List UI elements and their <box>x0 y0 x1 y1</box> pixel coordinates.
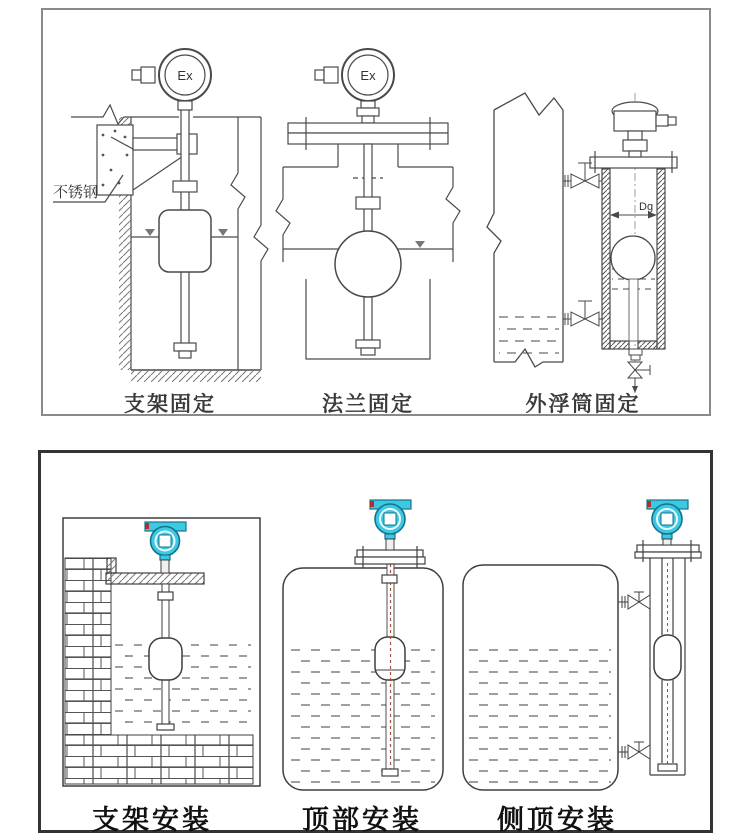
ex-proof-transmitter-head <box>315 49 394 123</box>
caption-top-installation: 顶部安装 <box>302 805 422 835</box>
figure-top-installation <box>281 478 456 808</box>
figure-external-chamber-fixing <box>457 15 702 400</box>
ex-label: Ex <box>177 68 193 83</box>
figure-side-top-installation <box>461 468 711 813</box>
figure-bracket-installation <box>59 503 274 798</box>
lower-connection-valve <box>618 742 650 759</box>
tank-outline <box>283 568 443 790</box>
drain-valve <box>628 349 650 393</box>
figure-flange-fixing <box>268 27 488 402</box>
junction-box-head <box>612 102 676 157</box>
tank-liquid-dashes <box>499 317 559 353</box>
display-window <box>384 513 396 525</box>
guide-tube-lower <box>386 680 394 769</box>
smart-transmitter-head <box>370 500 411 550</box>
tank-outline <box>463 565 618 790</box>
caption-flange-fixing: 法兰固定 <box>322 393 414 416</box>
material-label: 不锈钢 <box>53 184 99 201</box>
caption-bracket-installation: 支架安装 <box>92 805 212 835</box>
float-body <box>149 638 182 680</box>
caption-external-chamber-fixing: 外浮筒固定 <box>525 393 641 416</box>
figure-bracket-fixing <box>53 25 278 395</box>
smart-transmitter-head <box>647 500 688 545</box>
caption-bracket-fixing: 支架固定 <box>124 393 216 416</box>
dg-label: Dg <box>639 201 654 213</box>
upper-connection-valve <box>618 592 650 609</box>
lower-isolation-valve <box>563 301 602 326</box>
float-ball <box>611 236 655 280</box>
display-window <box>159 535 171 547</box>
display-window <box>661 513 673 525</box>
ground-hatch <box>131 370 261 382</box>
caption-side-top-installation: 侧顶安装 <box>497 805 617 835</box>
process-tank <box>487 93 563 367</box>
float-body <box>159 210 211 272</box>
dg-dimension <box>610 201 657 219</box>
float-body <box>654 635 681 680</box>
ex-label: Ex <box>360 68 376 83</box>
ex-proof-transmitter-head <box>132 49 211 110</box>
float-ball <box>335 231 401 297</box>
top-panel-fixing-methods <box>41 8 711 416</box>
bottom-panel-installation-methods <box>38 450 713 833</box>
